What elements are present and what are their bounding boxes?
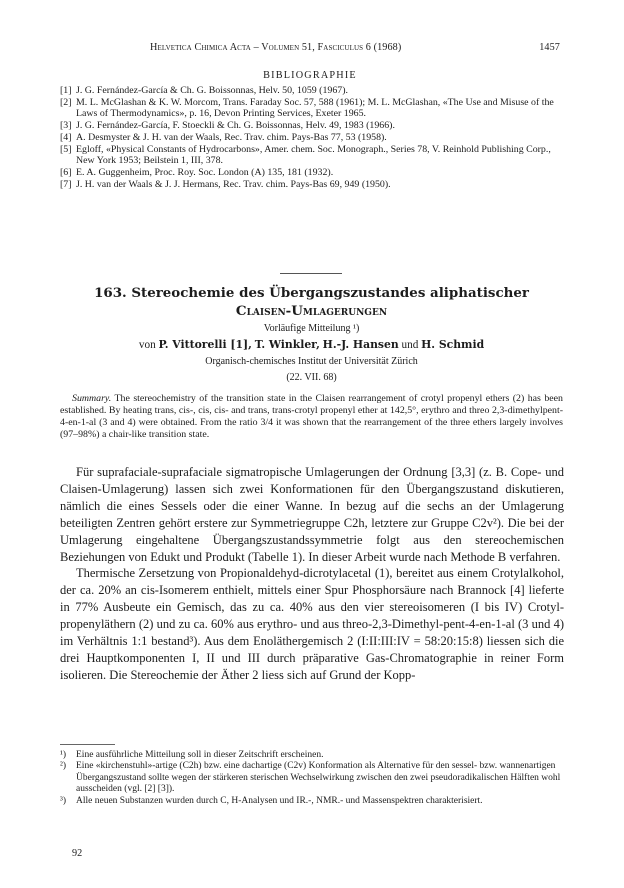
institute: Organisch-chemisches Institut der Universität Zürich: [205, 356, 418, 367]
article-title-line2: Claisen-Umlagerungen: [235, 303, 388, 319]
footnote: ²) Eine «kirchenstuhl»-artige (C2h) bzw. eine dachartige (C2v) Konformation als Alternative für den sessel- bzw. wannenartigen Übergangszustand sollte wegen der stärkeren sterischen Wechselwirkung zwischen den zwei pseudoradikalischen Hälften wohl ausscheiden (vgl. [2] [3]).: [60, 761, 561, 795]
article-title: [60, 284, 563, 320]
received-date: (22. VII. 68): [286, 372, 337, 383]
page-number: 1457: [539, 42, 560, 53]
reference-item: [7] J. H. van der Waals & J. J. Hermans, Rec. Trav. chim. Pays-Bas 69, 949 (1950).: [60, 178, 391, 190]
paragraph: Für suprafaciale-suprafaciale sigmatropische Umlagerungen der Ordnung [3,3] (z. B. Cope- und Claisen-Umlagerung) lassen sich zwei Konformationen für den Übergangszustand diskutieren, nämlich die eines Sessels oder die einer Wanne. In bezug auf die sechs an der Umlagerung beteiligten Zentren gehört erstere zur Symmetriegruppe C2h, letztere zur Gruppe C2v²). Die bei der Umlagerung eingehaltene Übergangszustandssymmetrie folgt aus den stereochemischen Beziehungen von Edukt und Produkt (Tabelle 1). In dieser Arbeit wurde nach Methode B verfahren.: [60, 465, 564, 564]
article-title-line1: 163. Stereochemie des Übergangszustandes aliphatischer: [94, 285, 529, 301]
reference-item: [4] A. Desmyster & J. H. van der Waals, Rec. Trav. chim. Pays-Bas 77, 53 (1958).: [60, 131, 387, 143]
reference-item: [2] M. L. McGlashan & K. W. Morcom, Trans. Faraday Soc. 57, 588 (1961); M. L. McGlashan, «The Use and Misuse of the Laws of Thermodynamics», p. 16, Devon Printing Services, Exeter 1965.: [60, 96, 554, 120]
reference-item: [1] J. G. Fernández-García & Ch. G. Boissonnas, Helv. 50, 1059 (1967).: [60, 85, 348, 96]
footnote-rule: [60, 744, 115, 745]
footnotes: [60, 750, 563, 807]
article-subtitle: Vorläufige Mitteilung ¹): [263, 323, 360, 334]
body-text: [60, 464, 564, 684]
journal-title: Helvetica Chimica Acta – Volumen 51, Fasciculus 6 (1968): [150, 42, 402, 53]
reference-item: [6] E. A. Guggenheim, Proc. Roy. Soc. London (A) 135, 181 (1932).: [60, 166, 334, 178]
author-name: T. Winkler,: [254, 338, 320, 351]
summary-label: Summary.: [72, 393, 112, 404]
author-line: von P. Vittorelli [1], T. Winkler, H.-J. Hansen und H. Schmid: [138, 338, 485, 351]
reference-list: [60, 85, 563, 190]
summary-text: The stereochemistry of the transition state in the Claisen rearrangement of crotyl propenyl ethers (2) has been established. By heating trans, cis-, cis, cis- and trans, trans-crotyl propenyl ether at 142,5°, erythro and threo 2,3-dimethylpent-4-en-1-al (3 and 4) were obtained. From the ratio 3/4 it was shown that the rearrangement of the three ethers largely involves (97–98%) a chair-like transition state.: [60, 393, 563, 440]
paragraph: Thermische Zersetzung von Propionaldehyd-dicrotylacetal (1), bereitet aus einem Crotylalkohol, der ca. 20% an cis-Isomerem enthielt, mittels einer Spur Phosphorsäure nach Brannock [4] lieferte in 77% Ausbeute ein Gemisch, das zu ca. 40% aus den vier stereoisomeren (I bis IV) Crotyl-propenyläthern (2) und zu ca. 60% aus erythro- und aus threo-2,3-Dimethyl-pent-4-en-1-al (3 und 4) im Verhältnis 1:1 bestand³). Aus dem Enoläthergemisch 2 (I:II:III:IV = 58:20:15:8) liessen sich die drei Hauptkomponenten I, II und III durch präparative Gas-Chromatographie in reiner Form isolieren. Die Stereochemie der Äther 2 liess sich auf Grund der Kopp-: [60, 566, 564, 682]
footnote: ³) Alle neuen Substanzen wurden durch C, H-Analysen und IR.-, NMR.- und Massenspektren charakterisiert.: [60, 795, 483, 806]
running-header: [60, 42, 560, 53]
author-name: P. Vittorelli [1],: [158, 338, 252, 351]
author-name: H. Schmid: [421, 338, 485, 351]
reference-item: [5] Egloff, «Physical Constants of Hydrocarbons», Amer. chem. Soc. Monograph., Series 78, V. Reinhold Publishing Corp., New York 1953; Beilstein 1, III, 378.: [60, 143, 551, 167]
reference-item: [3] J. G. Fernández-García, F. Stoeckli & Ch. G. Boissonnas, Helv. 49, 1983 (1966).: [60, 120, 395, 132]
footnote: ¹) Eine ausführliche Mitteilung soll in dieser Zeitschrift erscheinen.: [60, 750, 324, 760]
bibliography-heading: BIBLIOGRAPHIE: [263, 70, 357, 81]
section-separator: [280, 273, 342, 274]
summary: [60, 393, 563, 441]
folio-number: 92: [72, 848, 83, 859]
author-name: H.-J. Hansen: [322, 338, 399, 351]
